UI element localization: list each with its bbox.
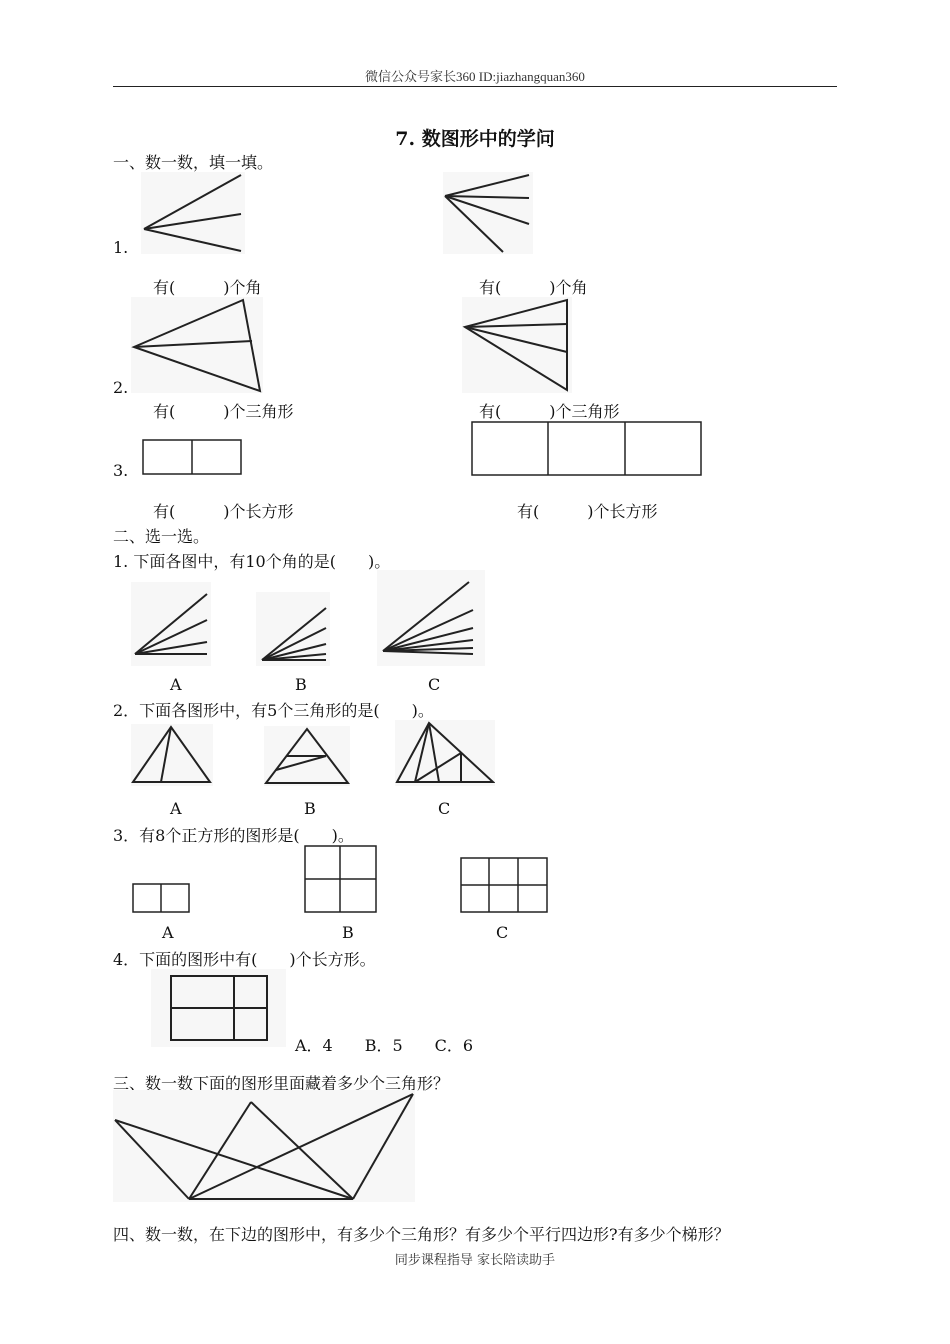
s2-q2-option-b-label: B [304,799,316,818]
triangle-figure-split-2 [131,297,263,393]
s3-hidden-triangles-figure [113,1090,415,1202]
s1-q2-right-answer: 有( )个三角形 [479,402,620,421]
s2-q1-option-b-figure [256,592,330,666]
section3-heading: 三、数一数下面的图形里面藏着多少个三角形？ [113,1074,450,1093]
page-header: 微信公众号家长360 ID:jiazhangquan360 [365,69,585,84]
s2-q1-option-c-figure [377,570,485,666]
angle-figure-4-rays [443,172,533,254]
s2-q4-text: 4．下面的图形中有( )个长方形。 [113,950,376,969]
s2-q3-option-a-label: A [162,923,174,942]
s2-q1-option-b-label: B [295,675,307,694]
rectangle-figure-2-parts [141,438,244,476]
s2-q3-option-a-figure [131,882,191,914]
s1-q1-right-answer: 有( )个角 [479,278,588,297]
s2-q4-choices: A．4 B．5 C．6 [295,1036,474,1055]
section2-heading: 二、选一选。 [113,527,210,546]
s2-q1-option-a-figure [131,582,211,666]
s2-q1-option-a-label: A [170,675,182,694]
section4-heading: 四、数一数，在下边的图形中，有多少个三角形？有多少个平行四边形?有多少个梯形？ [113,1225,730,1244]
rectangle-figure-3-parts [470,420,703,477]
s2-q4-figure [151,969,286,1047]
s2-q3-option-c-label: C [496,923,509,942]
triangle-figure-split-3 [462,297,572,393]
s1-q2-left-answer: 有( )个三角形 [153,402,294,421]
s2-q2-option-c-figure [395,720,495,786]
s1-q3-left-answer: 有( )个长方形 [153,502,294,521]
s1-q2-number: 2. [113,378,129,397]
s1-q3-number: 3. [113,461,129,480]
s2-q2-text: 2．下面各图形中，有5个三角形的是( )。 [113,701,434,720]
s2-q3-option-b-label: B [342,923,354,942]
s1-q1-number: 1. [113,238,129,257]
s2-q2-option-c-label: C [438,799,451,818]
page-title: 7. 数图形中的学问 [395,128,555,150]
s2-q2-option-a-label: A [170,799,182,818]
s2-q2-option-b-figure [264,726,350,786]
angle-figure-3-rays [141,172,245,254]
header-rule [113,86,837,87]
page-footer: 同步课程指导 家长陪读助手 [394,1253,556,1268]
s1-q1-left-answer: 有( )个角 [153,278,262,297]
s2-q2-option-a-figure [131,724,213,786]
s2-q3-option-c-figure [459,856,549,914]
s2-q3-text: 3．有8个正方形的图形是( )。 [113,826,354,845]
section1-heading: 一、数一数，填一填。 [113,153,274,172]
s2-q1-option-c-label: C [428,675,441,694]
s2-q1-text: 1. 下面各图中，有10个角的是( )。 [113,552,391,571]
s1-q3-right-answer: 有( )个长方形 [517,502,658,521]
s2-q3-option-b-figure [303,844,378,914]
